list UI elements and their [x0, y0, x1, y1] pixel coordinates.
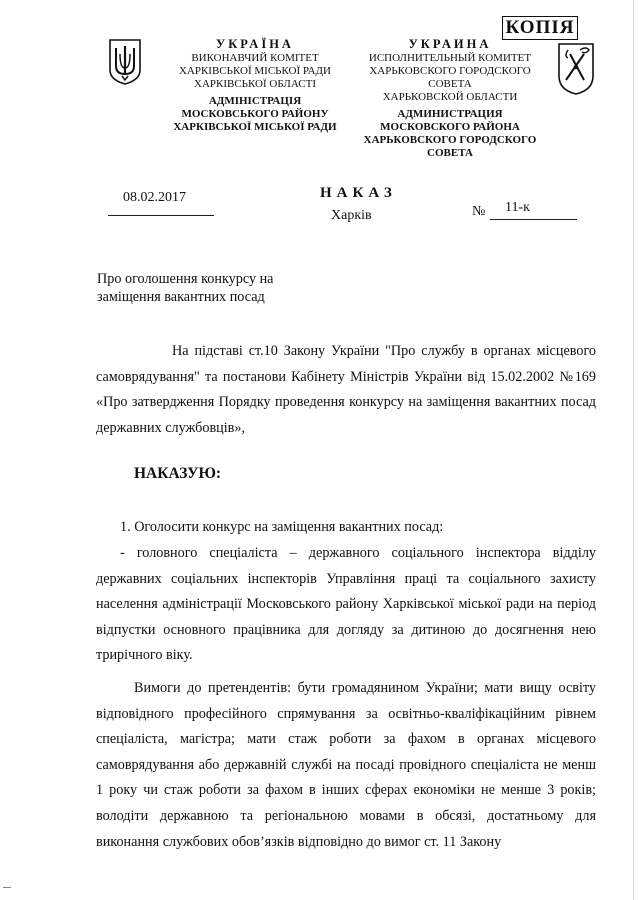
date-underline [108, 215, 214, 216]
page-edge [633, 0, 634, 900]
admin-line: ХАРКІВСЬКОЇ МІСЬКОЇ РАДИ [173, 121, 337, 133]
footer-mark [3, 887, 11, 888]
country-name-uk: УКРАЇНА [216, 37, 294, 51]
position-text: - головного спеціаліста – державного соціального інспектора відділу державних соціальних інспекторів Управління праці та соціального захисту населення адміністрації Московського району Харківської міської ради на період відпустки основного працівника для догляду за дитиною до досягнення нею трирічного віку. [96, 545, 596, 664]
country-name-ru: УКРАИНА [408, 37, 492, 51]
header-line: ХАРКІВСЬКОЇ ОБЛАСТІ [194, 78, 316, 90]
kharkiv-coat-of-arms-icon [556, 40, 596, 96]
order-heading: НАКАЗУЮ: [134, 465, 222, 482]
document-city: Харків [331, 208, 372, 223]
header-ukrainian [162, 38, 348, 134]
document-subject [97, 270, 273, 306]
position-paragraph [96, 541, 596, 669]
subject-line: Про оголошення конкурсу на [97, 271, 274, 287]
admin-line: МОСКОВСЬКОГО РАЙОНУ [181, 108, 329, 120]
preamble-paragraph [96, 339, 596, 441]
admin-line: АДМИНИСТРАЦИЯ [397, 108, 503, 120]
document-number: 11-к [505, 200, 530, 215]
item-1-paragraph [96, 515, 596, 541]
subject-line: заміщення вакантних посад [97, 289, 265, 305]
number-sign: № [472, 204, 486, 219]
admin-line: АДМІНІСТРАЦІЯ [208, 95, 302, 107]
copy-stamp: КОПІЯ [502, 16, 578, 40]
number-underline [490, 219, 577, 220]
item-1-text: 1. Оголосити конкурс на заміщення вакантних посад: [120, 519, 444, 535]
requirements-text: Вимоги до претендентів: бути громадянином України; мати вищу освіту відповідного професійного спрямування за освітньо-кваліфікаційним рівнем спеціаліста, магістра; мати стаж роботи за фахом в органах місцевого самоврядування або державній службі на посаді провідного спеціаліста не менш 1 року чи стаж роботи за фахом в інших сферах економіки не менше 3 років; володіти державною та регіональною мовами в обсязі, достатньому для виконання службових обов’язків відповідно до вимог ст. 11 Закону [96, 680, 596, 850]
header-line: ХАРЬКОВСКОГО ГОРОДСКОГО СОВЕТА [369, 65, 531, 90]
preamble-text: На підставі ст.10 Закону України "Про службу в органах місцевого самоврядування" та постанови Кабінету Міністрів України від 15.02.2002 №169 «Про затвердження Порядку проведення конкурсу на заміщення вакантних посад державних службовців», [96, 343, 596, 436]
header-line: ВИКОНАВЧИЙ КОМІТЕТ [191, 52, 319, 64]
header-russian [350, 38, 550, 160]
document-date: 08.02.2017 [123, 190, 186, 205]
ukraine-coat-of-arms-icon [108, 38, 142, 86]
admin-line: ХАРЬКОВСКОГО ГОРОДСКОГО СОВЕТА [363, 134, 537, 159]
header-line: ХАРЬКОВСКОЙ ОБЛАСТИ [382, 91, 518, 103]
header-line: ХАРКІВСЬКОЇ МІСЬКОЇ РАДИ [178, 65, 332, 77]
admin-line: МОСКОВСКОГО РАЙОНА [380, 121, 520, 133]
document-type-title: НАКАЗ [320, 185, 397, 201]
header-line: ИСПОЛНИТЕЛЬНЫЙ КОМИТЕТ [368, 52, 532, 64]
requirements-paragraph [96, 676, 596, 855]
